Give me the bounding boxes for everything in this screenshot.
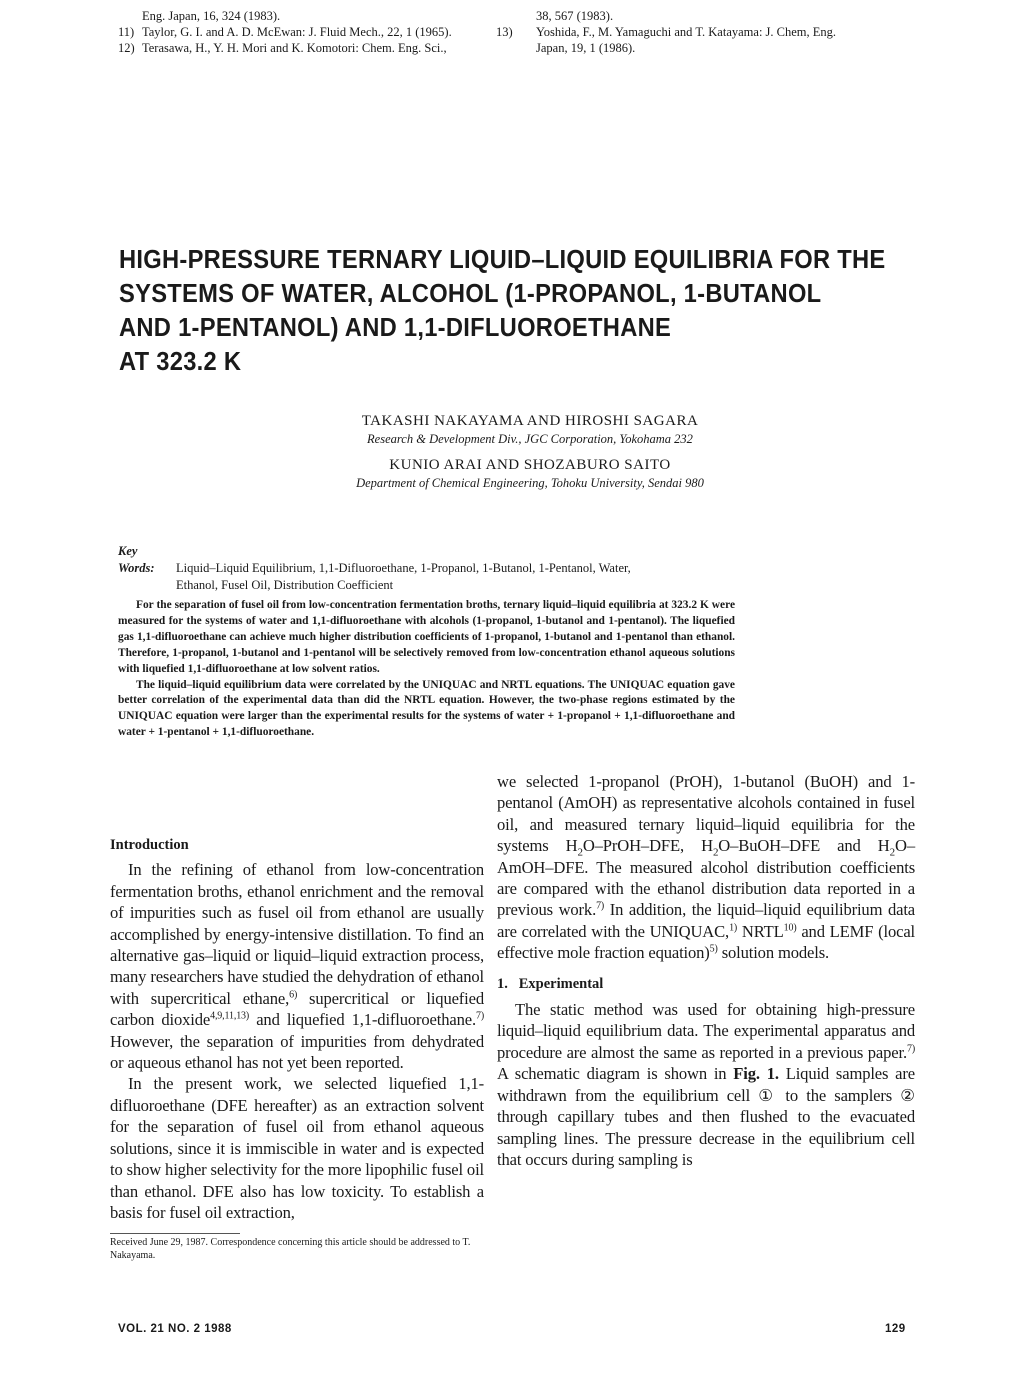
citation: 4,9,11,13) [210, 1010, 250, 1022]
text: However, the separation of impurities from dehydrated or aqueous ethanol has not yet been reported. [110, 1031, 484, 1073]
abstract-paragraph: For the separation of fusel oil from low-concentration fermentation broths, ternary liquid–liquid equilibria at 323.2 K were measured for the systems of water and 1,1-difluoroethane with alcohols (1-propanol, 1-butanol and 1-pentanol). The liquefied gas 1,1-difluoroethane can achieve much higher distribution coefficients of 1-propanol, 1-butanol and 1-pentanol than ethanol. Therefore, 1-propanol, 1-butanol and 1-pentanol will be selectively removed from low-concentration ethanol aqueous solutions with liquefied 1,1-difluoroethane at low solvent ratios. [118, 599, 735, 675]
text: O–PrOH–DFE, H [582, 836, 713, 856]
citation: 10) [783, 922, 797, 934]
citation: 5) [709, 943, 718, 955]
ref-text: Yoshida, F., M. Yamaguchi and T. Katayama: J. Chem, Eng. [536, 25, 837, 39]
title-line: SYSTEMS OF WATER, ALCOHOL (1-PROPANOL, 1-BUTANOL [119, 280, 822, 308]
reference [496, 8, 836, 24]
subscript: 2 [577, 846, 583, 859]
ref-text: Terasawa, H., Y. H. Mori and K. Komotori: Chem. Eng. Sci., [142, 41, 447, 55]
ref-text: 38, 567 (1983). [536, 9, 614, 23]
text: we selected 1-propanol (PrOH), 1-butanol (BuOH) and 1-pentanol (AmOH) as representative alcohols contained in fusel oil, and measured ternary liquid–liquid equilibria for the systems H [497, 772, 915, 856]
keywords-text: Ethanol, Fusel Oil, Distribution Coefficient [176, 578, 394, 592]
citation: 7) [475, 1010, 484, 1022]
reference [118, 8, 452, 24]
body-paragraph [110, 859, 484, 1073]
abstract-paragraph: The liquid–liquid equilibrium data were correlated by the UNIQUAC and NRTL equations. The UNIQUAC equation gave better correlation of the experimental data than did the NRTL equation. However, the two-phase regions estimated by the UNIQUAC equation were larger than the experimental results for the systems of water + 1-propanol + 1,1-difluoroethane and water + 1-pentanol + 1,1-difluoroethane. [118, 678, 735, 739]
text: NRTL [737, 921, 784, 941]
ref-text: Japan, 19, 1 (1986). [536, 41, 636, 55]
keywords-text: Liquid–Liquid Equilibrium, 1,1-Difluoroethane, 1-Propanol, 1-Butanol, 1-Pentanol, Water, [176, 561, 631, 575]
text: and liquefied 1,1-difluoroethane. [249, 1010, 476, 1030]
author-names: KUNIO ARAI AND SHOZABURO SAITO [389, 457, 671, 473]
ref-text: Eng. Japan, 16, 324 (1983). [142, 9, 281, 23]
citation: 7) [906, 1043, 915, 1055]
ref-num: 13) [496, 25, 513, 39]
figure-reference: Fig. 1. [733, 1064, 779, 1084]
body-paragraph: In the present work, we selected liquefied 1,1-difluoroethane (DFE hereafter) as an extraction solvent for the separation of fusel oil from ethanol aqueous solutions, since it is immiscible in water and is expected to show higher selectivity for the more lipophilic fusel oil than ethanol. DFE also has low toxicity. To establish a basis for fusel oil extraction, [110, 1074, 484, 1222]
right-column [497, 771, 915, 1170]
text: O–AmOH–DFE. The measured alcohol distribution coefficients are compared with the ethanol distribution data reported in a previous work. [497, 836, 915, 920]
title-line: AT 323.2 K [119, 348, 242, 376]
text: and LEMF (local effective mole fraction equation) [497, 921, 915, 963]
text: O–BuOH–DFE and H [718, 836, 890, 856]
text: In addition, the liquid–liquid equilibrium data are correlated with the UNIQUAC, [497, 900, 915, 941]
footnote-text: Received June 29, 1987. Correspondence concerning this article should be addressed to T. Nakayama. [110, 1237, 471, 1261]
footnote [110, 1233, 482, 1262]
references-right [496, 8, 836, 56]
text: Liquid samples are withdrawn from the equilibrium cell ① to the samplers ② through capillary tubes and then flushed to the evacuated sampling lines. The pressure decrease in the equilibrium cell that occurs during sampling is [497, 1064, 915, 1169]
text: In the refining of ethanol from low-concentration fermentation broths, ethanol enrichment and the removal of impurities such as fusel oil from ethanol are usually accomplished by energy-intensive distillation. To find an alternative gas–liquid or liquid–liquid extraction process, many researchers have studied the dehydration of ethanol with supercritical ethane, [110, 860, 484, 1008]
section-title: Experimental [518, 975, 604, 992]
section-heading [497, 974, 915, 995]
text: supercritical or liquefied carbon dioxide [110, 988, 485, 1030]
title-line: AND 1-PENTANOL) AND 1,1-DIFLUOROETHANE [119, 314, 672, 342]
citation: 7) [596, 900, 605, 912]
ref-num: 12) [118, 41, 135, 55]
keywords-label: Key Words: [118, 544, 155, 575]
text: solution models. [717, 943, 830, 963]
ref-text: Taylor, G. I. and A. D. McEwan: J. Fluid Mech., 22, 1 (1965). [142, 25, 452, 39]
section-number: 1. [497, 975, 508, 992]
body-paragraph [497, 999, 915, 1170]
section-heading: Introduction [110, 837, 189, 853]
journal-volume: VOL. 21 NO. 2 1988 [118, 1323, 232, 1335]
title-line: HIGH-PRESSURE TERNARY LIQUID–LIQUID EQUILIBRIA FOR THE [119, 246, 886, 274]
page-number: 129 [885, 1323, 906, 1335]
references-left [118, 8, 452, 56]
abstract [118, 598, 735, 741]
ref-num: 11) [118, 25, 135, 39]
subscript: 2 [712, 846, 719, 859]
body-paragraph [497, 771, 915, 964]
affiliation: Research & Development Div., JGC Corporation, Yokohama 232 [367, 432, 693, 446]
keywords [118, 543, 631, 594]
paper-title [119, 243, 886, 379]
citation: 6) [289, 989, 298, 1001]
affiliation: Department of Chemical Engineering, Tohoku University, Sendai 980 [356, 476, 704, 490]
reference [118, 24, 452, 40]
author-names: TAKASHI NAKAYAMA AND HIROSHI SAGARA [361, 413, 699, 429]
reference [118, 40, 452, 56]
reference [496, 40, 836, 56]
citation: 1) [729, 922, 738, 934]
text: The static method was used for obtaining high-pressure liquid–liquid equilibrium data. The experimental apparatus and procedure are almost the same as reported in a previous paper. [497, 1000, 915, 1062]
authors-block [330, 411, 730, 499]
subscript: 2 [889, 846, 896, 859]
reference [496, 24, 836, 40]
left-column [110, 835, 484, 1262]
text: A schematic diagram is shown in [497, 1064, 734, 1084]
footnote-divider [110, 1233, 240, 1234]
